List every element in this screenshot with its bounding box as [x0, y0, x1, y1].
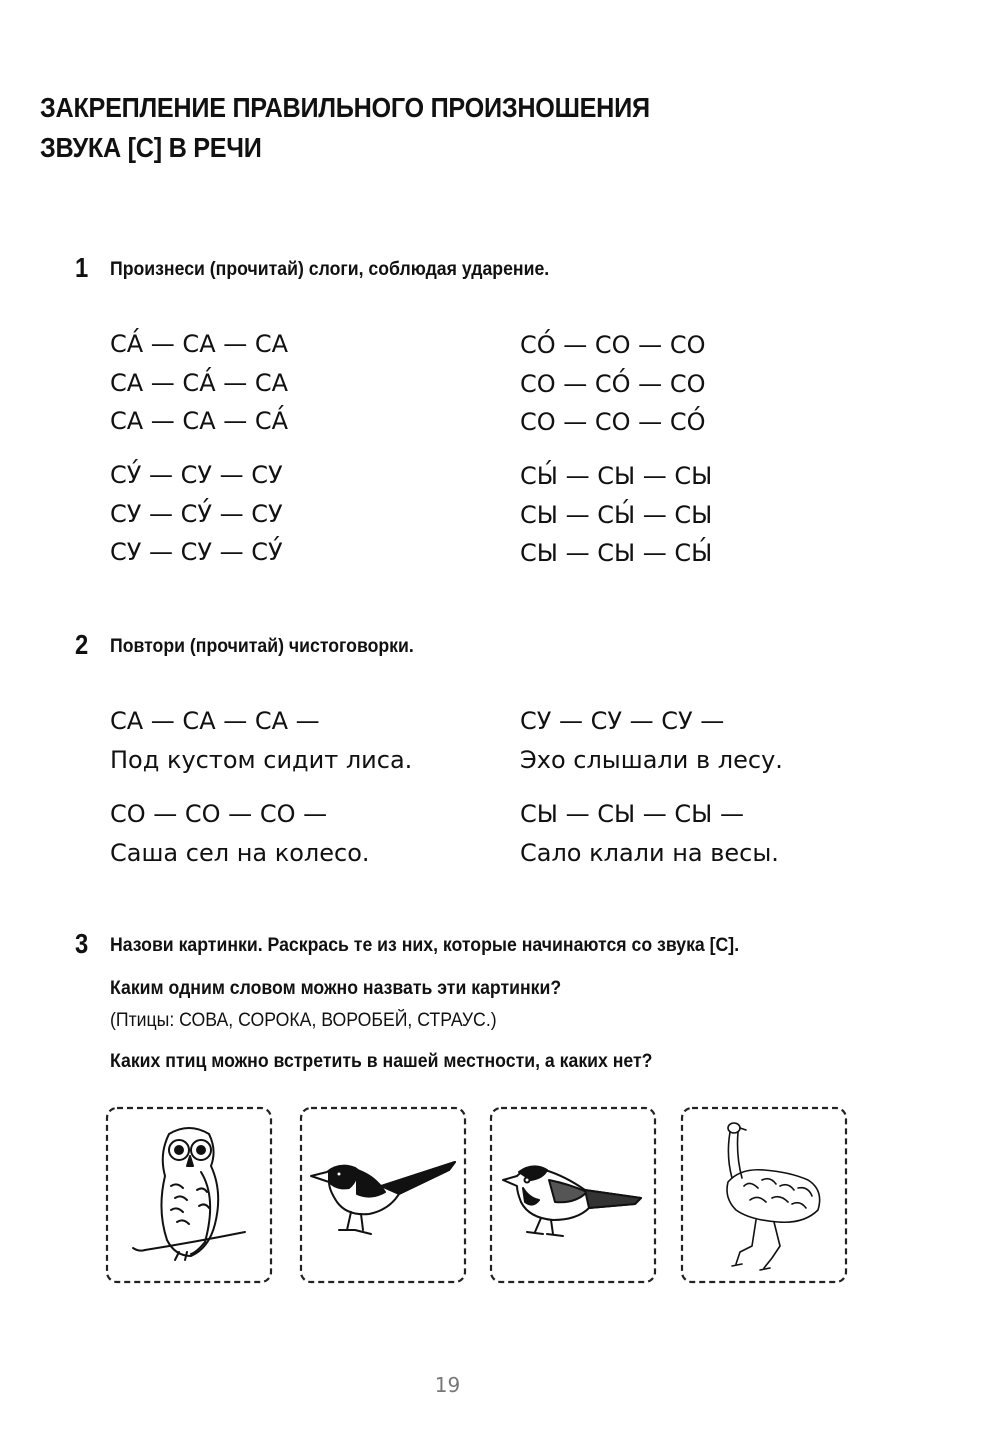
task-2-instruction: Повтори (прочитай) чистоговорки. [110, 636, 414, 657]
syllable-row: СА — СА — СА́ [110, 407, 289, 435]
syllable-row: СО — СО — СО́ [520, 408, 706, 436]
tongue-twister-su [520, 702, 783, 779]
syllables-sy [520, 457, 712, 573]
target-sound: [С] [709, 935, 735, 956]
twister-line: Под кустом сидит лиса. [110, 745, 413, 774]
syllable-row: СЫ — СЫ — СЫ́ [520, 539, 713, 567]
picture-card-ostrich[interactable] [680, 1106, 848, 1284]
title-line-2: ЗВУКА [С] В РЕЧИ [40, 132, 262, 163]
owl-icon [105, 1106, 273, 1284]
task-3-text: Назови картинки. Раскрась те из них, которые начинаются со звука [110, 935, 710, 956]
twister-line: СО — СО — СО — [110, 800, 328, 828]
task-3-number: 3 [75, 928, 89, 959]
twister-line: Эхо слышали в лесу. [520, 745, 783, 774]
page-number: 19 [434, 1373, 461, 1397]
twister-line: СА — СА — СА — [110, 707, 320, 735]
syllable-row: СЫ — СЫ́ — СЫ [520, 500, 713, 529]
syllable-row: СА — СА́ — СА [110, 368, 289, 397]
syllable-row: СУ — СУ́ — СУ [110, 499, 283, 528]
syllable-row: СО — СО́ — СО [520, 369, 706, 398]
task-3-answer: (Птицы: СОВА, СОРОКА, ВОРОБЕЙ, СТРАУС.) [110, 1010, 497, 1031]
picture-card-magpie[interactable] [299, 1106, 467, 1284]
twister-line: Саша сел на колесо. [110, 838, 370, 867]
syllables-sa [110, 325, 288, 441]
syllable-row: СЫ́ — СЫ — СЫ [520, 462, 713, 490]
syllable-row: СА́ — СА — СА [110, 330, 289, 358]
syllables-su [110, 456, 283, 572]
picture-card-owl[interactable] [105, 1106, 273, 1284]
page-title [40, 88, 650, 168]
picture-card-sparrow[interactable] [489, 1106, 657, 1284]
twister-line: СУ — СУ — СУ — [520, 707, 725, 735]
ostrich-icon [680, 1106, 848, 1284]
syllables-so [520, 326, 705, 442]
task-3-instruction [110, 934, 739, 958]
magpie-icon [299, 1106, 467, 1284]
task-3-question-1: Каким одним словом можно назвать эти картинки? [110, 978, 562, 999]
sparrow-icon [489, 1106, 657, 1284]
tongue-twister-sa [110, 702, 412, 779]
task-3-question-2: Каких птиц можно встретить в нашей местности, а каких нет? [110, 1051, 653, 1072]
tongue-twister-sy [520, 795, 779, 872]
task-2-number: 2 [75, 629, 89, 660]
task-3-period: . [734, 935, 740, 956]
syllable-row: СУ́ — СУ — СУ [110, 461, 283, 489]
task-1-number: 1 [75, 252, 89, 283]
task-1-instruction: Произнеси (прочитай) слоги, соблюдая ударение. [110, 259, 550, 280]
syllable-row: СО́ — СО — СО [520, 331, 706, 359]
tongue-twister-so [110, 795, 370, 872]
title-line-1: ЗАКРЕПЛЕНИЕ ПРАВИЛЬНОГО ПРОИЗНОШЕНИЯ [40, 92, 650, 123]
twister-line: СЫ — СЫ — СЫ — [520, 800, 744, 828]
syllable-row: СУ — СУ — СУ́ [110, 538, 283, 566]
twister-line: Сало клали на весы. [520, 838, 779, 867]
